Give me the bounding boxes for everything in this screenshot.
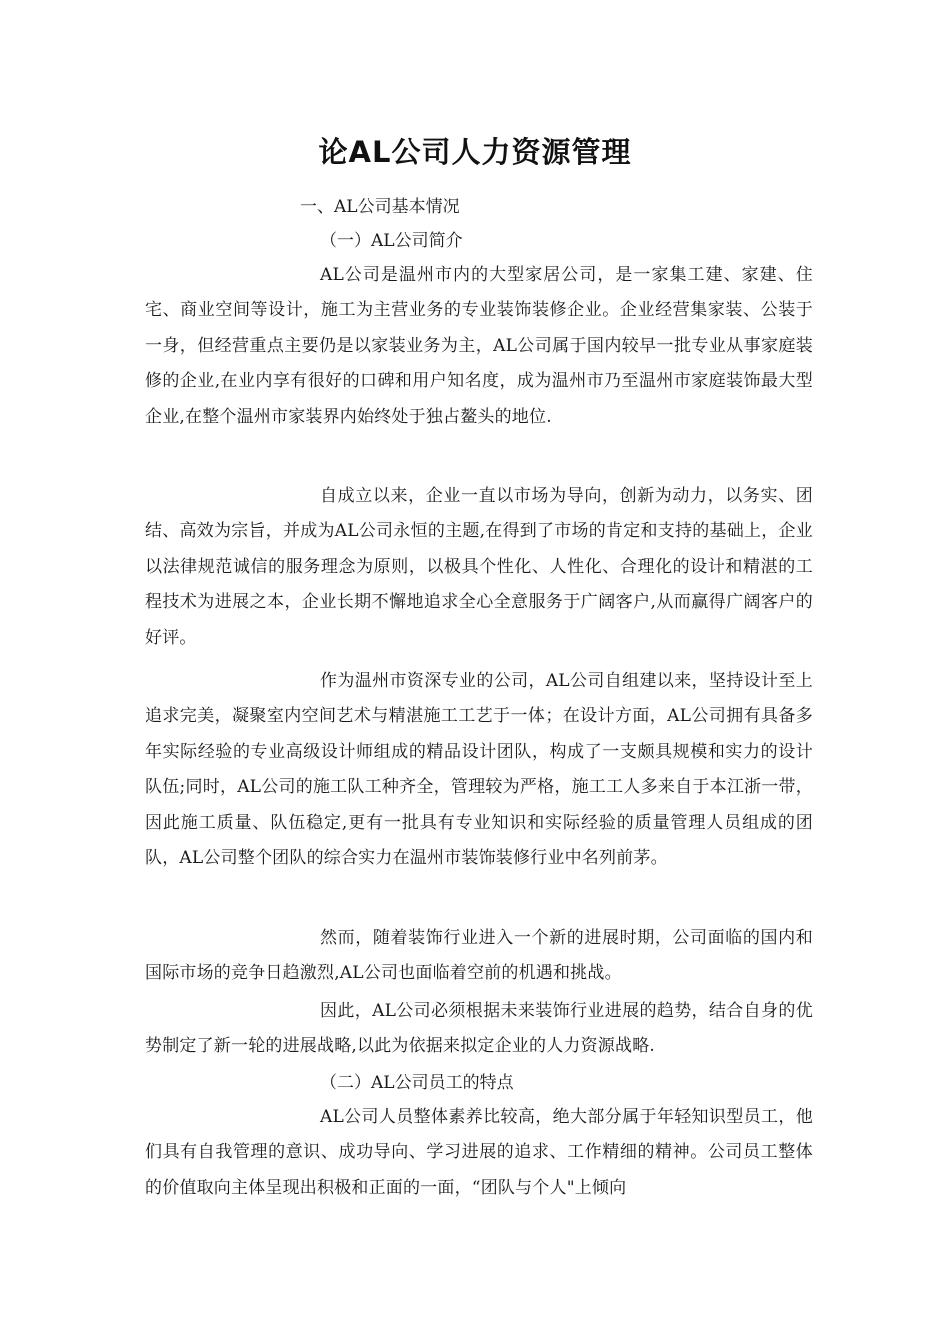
section-heading-1: 一、AL公司基本情况 — [300, 197, 460, 217]
paragraph-challenges: 然而，随着装饰行业进入一个新的进展时期，公司面临的国内和国际市场的竞争日趋激烈,AL公司也面临着空前的机遇和挑战。 — [145, 928, 813, 984]
paragraph-strategy: 因此，AL公司必须根据未来装饰行业进展的趋势，结合自身的优势制定了新一轮的进展战略,以此为依据来拟定企业的人力资源战略. — [145, 1001, 813, 1057]
paragraph-design-team: 作为温州市资深专业的公司，AL公司自组建以来，坚持设计至上追求完美，凝聚室内空间艺术与精湛施工工艺于一体；在设计方面，AL公司拥有具备多年实际经验的专业高级设计师组成的精品设计团队，构成了一支颇具规模和实力的设计队伍;同时，AL公司的施工队工种齐全，管理较为严格，施工工人多来自于本江浙一带，因此施工质量、队伍稳定,更有一批具有专业知识和实际经验的质量管理人员组成的团队，AL公司整个团队的综合实力在温州市装饰装修行业中名列前茅。 — [145, 671, 813, 869]
paragraph-since-founding: 自成立以来，企业一直以市场为导向，创新为动力，以务实、团结、高效为宗旨，并成为AL公司永恒的主题,在得到了市场的肯定和支持的基础上，企业以法律规范诚信的服务理念为原则，以极具个性化、人性化、合理化的设计和精湛的工程技术为进展之本，企业长期不懈地追求全心全意服务于广阔客户,从而赢得广阔客户的好评。 — [145, 486, 813, 648]
subsection-heading-2: （二）AL公司员工的特点 — [320, 1073, 514, 1093]
paragraph-company-intro: AL公司是温州市内的大型家居公司，是一家集工建、家建、住宅、商业空间等设计，施工为主营业务的专业装饰装修企业。企业经营集家装、公装于一身，但经营重点主要仍是以家装业务为主，AL公司属于国内较早一批专业从事家庭装修的企业,在业内享有很好的口碑和用户知名度，成为温州市乃至温州市家庭装饰最大型企业,在整个温州市家装界内始终处于独占鳌头的地位. — [145, 265, 813, 427]
document-title: 论AL公司人力资源管理 — [318, 135, 632, 169]
subsection-heading-1: （一）AL公司简介 — [320, 231, 463, 251]
paragraph-employee-traits: AL公司人员整体素养比较高，绝大部分属于年轻知识型员工，他们具有自我管理的意识、成功导向、学习进展的追求、工作精细的精神。公司员工整体的价值取向主体呈现出积极和正面的一面，“团队与个人"上倾向 — [145, 1107, 813, 1198]
